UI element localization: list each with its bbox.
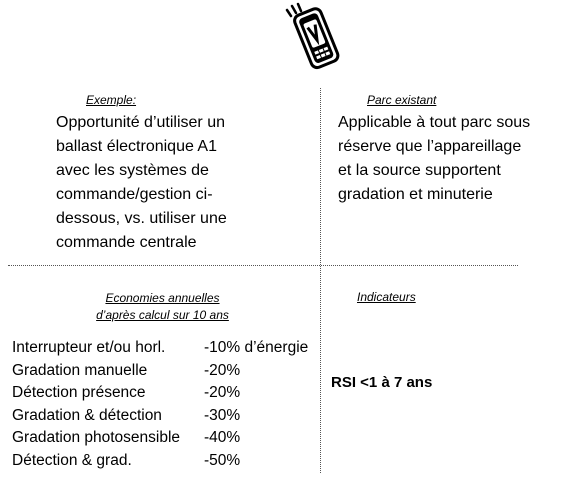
example-line: commande centrale <box>56 234 197 251</box>
savings-label: Détection & grad. <box>12 451 132 469</box>
savings-value: -10% d’énergie <box>204 339 309 356</box>
savings-value: -20% <box>204 361 241 379</box>
savings-value: -30% <box>204 406 241 424</box>
example-line: ballast électronique A1 <box>56 138 217 155</box>
savings-label: Gradation & détection <box>12 406 162 424</box>
vertical-divider <box>320 88 321 473</box>
example-heading: Exemple: <box>86 93 137 107</box>
table-row <box>12 450 308 473</box>
existing-line: gradation et minuterie <box>338 186 493 203</box>
existing-line: réserve que l’appareillage <box>338 138 522 155</box>
savings-value: -40% <box>204 429 241 446</box>
example-line: commande/gestion ci- <box>56 186 213 203</box>
indicators-heading: Indicateurs <box>357 290 416 304</box>
table-row <box>12 427 308 450</box>
indicator-value: RSI <1 à 7 ans <box>331 374 433 391</box>
table-row <box>12 360 308 383</box>
example-line: dessous, vs. utiliser une <box>56 210 227 227</box>
horizontal-divider <box>8 265 518 266</box>
existing-text <box>338 111 530 207</box>
savings-label: Détection présence <box>12 384 146 401</box>
example-line: avec les systèmes de <box>56 162 209 179</box>
savings-heading <box>80 290 245 324</box>
savings-heading-line2: d’après calcul sur 10 ans <box>96 308 229 322</box>
table-row <box>12 382 308 405</box>
example-text <box>56 111 227 255</box>
savings-value: -50% <box>204 451 241 469</box>
table-row <box>12 405 308 428</box>
existing-line: et la source supportent <box>338 162 501 179</box>
savings-table <box>12 337 308 472</box>
existing-line: Applicable à tout parc sous <box>338 114 531 131</box>
example-line: Opportunité d’utiliser un <box>56 114 225 131</box>
savings-value: -20% <box>204 384 241 401</box>
existing-heading: Parc existant <box>367 93 437 107</box>
savings-heading-line1: Economies annuelles <box>105 291 220 305</box>
table-row <box>12 337 308 360</box>
mobile-phone-icon <box>283 2 343 72</box>
savings-label: Gradation manuelle <box>12 361 148 379</box>
savings-label: Gradation photosensible <box>12 429 181 446</box>
savings-label: Interrupteur et/ou horl. <box>12 339 166 356</box>
